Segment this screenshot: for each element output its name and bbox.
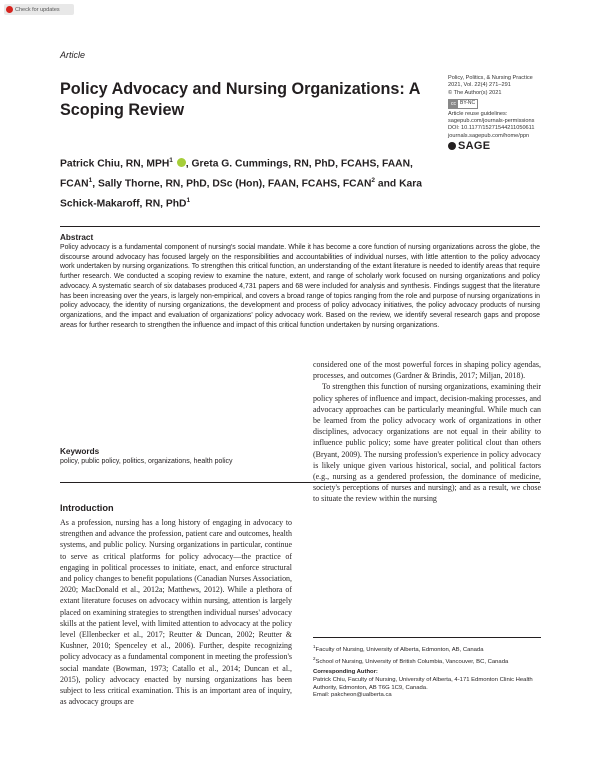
author-name: Sally Thorne, RN, PhD, DSc (Hon), FAAN, FCAHS, FCAN [97,178,372,190]
paragraph: As a profession, nursing has a long history of engaging in advocacy to strengthen and advance the profession, patient care and outcomes, health systems, and public policy. Nursing organizations in particular, continue to serve as critical platforms for policy advocacy—the practice of engaging in political processes to initiate, enact, and enforce structural and policy changes to benefit populations (Canadian Nurses Association, 2020; MacDonald et al., 2012a; Matthews, 2012). While a plethora of extant literature focuses on advocacy within nursing, attention is largely placed on examining strategies to strengthen individual nurses' advocacy skills at the patient level, with limited attention to advocacy at the policy level (Ellenbecker et al., 2017; Reutter & Duncan, 2002; Reutter & Kushner, 2010; Spenceley et al., 2006). Further, despite recognizing policy advocacy as a fundamental component in meeting the profession's social mandate (Bowman, 1973; Catallo et al., 2014; Duncan et al., 2015), policy advocacy enacted by nursing organizations has been subject to less critical examination. This is an important area of inquiry, as advocacy groups are [60,518,292,707]
author-name: Greta G. Cummings, RN, PhD, FCAHS, FAAN, FCAN [60,158,413,190]
keywords-text: policy, public policy, politics, organizations, health policy [60,458,233,465]
footnote-divider [313,637,541,638]
update-icon [6,6,13,13]
author-list: Patrick Chiu, RN, MPH$^1$ , Greta G. Cummings, RN, PhD, FCAHS, FAAN, FCAN$^1$, Sally Thorne, RN, PhD, DSc (Hon), FAAN, FCAHS, FCAN$^2$ and Kara Schick-Makaroff, RN, PhD$^1$ [60,157,422,210]
paragraph: To strengthen this function of nursing organizations, examining their policy spheres of influence and impact, decision-making processes, and advocacy approaches can be particularly meaningful. While much can be learned from the policy advocacy work of organizations in other disciplines, advocacy organizations are not equal in their ability to influence public policy; some have greater political clout than others (Bryant, 2009). The nursing profession's experience in policy advocacy is likely unique given various historical, social, and political factors (e.g., nursing as a gendered profession, the dominance of medicine, society's perceptions of nurses and nursing); and as a result, we chose to situate the review within the nursing [313,382,541,504]
publisher-logo: SAGE [448,142,598,150]
body-column-right [313,359,541,505]
check-for-updates-badge[interactable] [4,4,74,15]
footnotes [313,643,541,700]
paragraph: considered one of the most powerful forces in shaping policy agendas, processes, and outcomes (Gardner & Brindis, 2017; Miljan, 2018). [313,360,541,381]
affiliation-sup: 1 [186,196,191,204]
doi[interactable]: DOI: 10.1177/15271544211050611 [448,125,535,132]
abstract-heading: Abstract [60,233,94,242]
affiliation: $^2$School of Nursing, University of British Columbia, Vancouver, BC, Canada [313,655,509,665]
affiliation-sup: 2 [371,176,376,184]
check-for-updates-label: Check for updates [15,6,60,13]
divider [60,226,540,227]
abstract-text: Policy advocacy is a fundamental component of nursing's social mandate. While it has become a core function of nursing organizations across the globe, the discourse around advocacy has focused largely on the responsibilities and accountabilities of individual nurses, with little attention to the policy advocacy work undertaken by nursing organizations. To strengthen this critical function, an understanding of the extant literature is needed to identify areas that require further research. We conducted a scoping review to examine the nature, extent, and range of scholarly work focused on nursing organizations and policy advocacy. A systematic search of six databases produced 4,731 papers and 68 were included for analysis and synthesis. Findings suggest that the literature has been increasing over the years, is largely non-empirical, and covers a broad range of topics ranging from the role and purpose of nursing organizations in policy advocacy, the identity of nursing organizations, the development and process of policy advocacy initiatives, the policy advocacy products of nursing organizations, and the impact and evaluation of organizations' policy advocacy work. Based on the review, we identify several research gaps and propose areas for further research to strengthen the influence and impact of this critical function undertaken by nursing organizations. [60,244,540,329]
affiliation: $^1$Faculty of Nursing, University of Alberta, Edmonton, AB, Canada [313,644,484,653]
affiliation-sup: 1 [88,176,93,184]
article-type-label: Article [60,50,86,60]
corresponding-author-address: Patrick Chiu, Faculty of Nursing, University of Alberta, 4-171 Edmonton Clinic Health Authority, Edmonton, AB T6G 1C9, Canada. [313,677,533,691]
corresponding-author-email[interactable]: Email: pakcheon@ualberta.ca [313,692,392,699]
journal-name: Policy, Politics, & Nursing Practice [448,75,533,81]
journal-volume: 2021, Vol. 22(4) 271–291 [448,82,511,89]
orcid-icon[interactable] [177,158,186,167]
keywords-heading: Keywords [60,447,100,456]
journal-link[interactable]: journals.sagepub.com/home/ppn [448,132,530,139]
reuse-link[interactable]: sagepub.com/journals-permissions [448,118,535,125]
cc-license-icon[interactable]: cc BY-NC [448,99,478,109]
journal-info [448,75,598,153]
affiliation-sup: 1 [169,157,173,164]
sage-icon [448,142,456,150]
introduction-heading: Introduction [60,503,114,513]
paper-title: Policy Advocacy and Nursing Organizations: A Scoping Review [60,80,420,119]
body-column-left [60,517,292,707]
copyright: © The Author(s) 2021 [448,89,502,96]
corresponding-author-heading: Corresponding Author: [313,669,378,676]
author-name: Kara Schick-Makaroff, RN, PhD [60,178,422,210]
reuse-label: Article reuse guidelines: [448,110,508,117]
author-name: Patrick Chiu, RN, MPH [60,158,170,170]
